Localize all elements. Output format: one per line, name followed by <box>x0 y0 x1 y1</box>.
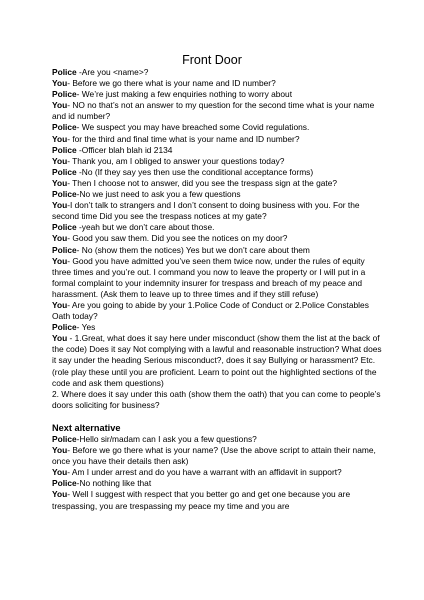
speaker-label: You <box>52 155 68 166</box>
line-text: - We’re just making a few enquiries nothing to worry about <box>76 89 293 100</box>
speaker-label: You <box>52 333 68 344</box>
speaker-label: You <box>52 445 68 456</box>
dialogue-line <box>52 178 382 189</box>
line-text: - Thank you, am I obliged to answer your questions today? <box>67 155 285 166</box>
dialogue-line <box>52 222 382 233</box>
dialogue-line <box>52 89 382 100</box>
speaker-label: You <box>52 100 68 111</box>
speaker-label: You <box>52 177 68 188</box>
script-body <box>52 67 382 512</box>
line-text: -yeah but we don’t care about those. <box>76 222 215 233</box>
dialogue-line <box>52 78 382 89</box>
line-text: - for the third and final time what is your name and ID number? <box>67 133 300 144</box>
dialogue-line <box>52 122 382 133</box>
line-text: - Then I choose not to answer, did you see the trespass sign at the gate? <box>67 177 338 188</box>
line-text: -Are you <name>? <box>76 67 149 77</box>
line-text: -I don’t talk to strangers and I don’t consent to doing business with you. For the second time Did you see the trespass notices at my gate? <box>52 200 360 222</box>
dialogue-line <box>52 245 382 256</box>
dialogue-line <box>52 200 382 222</box>
speaker-label: You <box>52 489 68 500</box>
dialogue-line <box>52 189 382 200</box>
page-title: Front Door <box>182 53 242 67</box>
dialogue-line <box>52 445 382 467</box>
line-text: - Am I under arrest and do you have a warrant with an affidavit in support? <box>67 467 342 478</box>
speaker-label: Police <box>52 166 77 177</box>
line-text: - Are you going to abide by your 1.Police Code of Conduct or 2.Police Constables Oath today? <box>52 299 369 322</box>
dialogue-line <box>52 134 382 145</box>
dialogue-line <box>52 256 382 300</box>
dialogue-line <box>52 167 382 178</box>
line-text: - 1.Great, what does it say here under misconduct (show them the list at the back of the code) Does it say Not complying with a lawful and reasonable instruction? What does it say under the heading Serious misconduct?, does it say Bullying or harassment? Etc. (role play these until you are proficient. Learn to point out the highlighted sections of the code and ask them questions) <box>52 333 382 388</box>
dialogue-line <box>52 434 382 445</box>
dialogue-line <box>52 389 382 411</box>
speaker-label: Police <box>52 244 77 255</box>
dialogue-line <box>52 233 382 244</box>
speaker-label: Police <box>52 122 77 133</box>
speaker-label: You <box>52 200 68 211</box>
alternative-heading: Next alternative <box>52 422 121 433</box>
line-text: -Officer blah blah id 2134 <box>76 144 173 155</box>
line-text: -No we just need to ask you a few questions <box>76 189 241 200</box>
speaker-label: You <box>52 299 68 310</box>
line-text: - Good you have admitted you’ve seen them twice now, under the rules of equity three times and you’re out. I command you now to leave the property or I will put in a formal complaint to your indemnity insurer for trespass and breach of my peace and harassment. (Ask them to leave up to three times and if they still refuse) <box>52 255 366 299</box>
line-text: - We suspect you may have breached some Covid regulations. <box>76 122 310 133</box>
dialogue-line <box>52 156 382 167</box>
speaker-label: You <box>52 233 68 244</box>
alternative-dialogue-section <box>52 434 382 512</box>
line-text: 2. Where does it say under this oath (show them the oath) that you can come to people’s doors soliciting for business? <box>52 388 381 410</box>
dialogue-line <box>52 100 382 122</box>
speaker-label: Police <box>52 222 77 233</box>
dialogue-line <box>52 333 382 388</box>
line-text: - Well I suggest with respect that you better go and get one because you are trespassing, you are trespassing my peace my time and you are <box>52 489 351 511</box>
dialogue-line <box>52 478 382 489</box>
line-text: - Yes <box>76 322 96 333</box>
line-text: - NO no that’s not an answer to my question for the second time what is your name and id number? <box>52 100 375 122</box>
line-text: - Before we go there what is your name and ID number? <box>67 78 276 89</box>
dialogue-line <box>52 145 382 156</box>
line-text: -Hello sir/madam can I ask you a few questions? <box>76 434 257 444</box>
speaker-label: Police <box>52 189 77 200</box>
dialogue-line <box>52 467 382 478</box>
speaker-label: You <box>52 255 68 266</box>
speaker-label: Police <box>52 434 77 444</box>
speaker-label: You <box>52 467 68 478</box>
speaker-label: Police <box>52 478 77 489</box>
dialogue-line <box>52 489 382 511</box>
dialogue-line <box>52 322 382 333</box>
speaker-label: Police <box>52 89 77 100</box>
dialogue-line <box>52 300 382 322</box>
line-text: -No (If they say yes then use the conditional acceptance forms) <box>76 166 314 177</box>
dialogue-line <box>52 67 382 78</box>
speaker-label: Police <box>52 322 77 333</box>
speaker-label: Police <box>52 67 77 77</box>
speaker-label: Police <box>52 144 77 155</box>
line-text: - No (show them the notices) Yes but we don’t care about them <box>76 244 310 255</box>
speaker-label: You <box>52 133 68 144</box>
dialogue-section <box>52 67 382 411</box>
line-text: -No nothing like that <box>76 478 152 489</box>
speaker-label: You <box>52 78 68 89</box>
line-text: - Good you saw them. Did you see the notices on my door? <box>67 233 288 244</box>
line-text: - Before we go there what is your name? (Use the above script to attain their name, once you have their details then ask) <box>52 445 376 467</box>
